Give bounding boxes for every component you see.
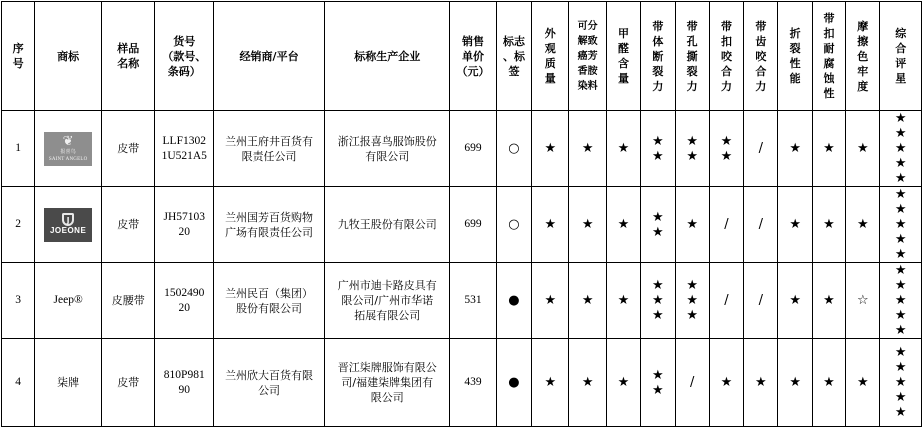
manufacturer-cell: 浙江报喜鸟服饰股份 有限公司 (325, 111, 450, 187)
fold-crack-rating: ★ (778, 339, 812, 427)
fold-crack-rating: ★ (778, 111, 812, 187)
teeth-bite-rating: / (744, 263, 778, 339)
header-appearance: 外 观 质 量 (532, 2, 569, 111)
overall-rating: ★ ★ ★ ★ ★ (880, 263, 922, 339)
seq-cell: 4 (2, 339, 35, 427)
item-no-cell: LLF1302 1U521A5 (155, 111, 214, 187)
price-cell: 439 (450, 339, 496, 427)
header-label: 标志 、标 签 (496, 2, 531, 111)
teeth-bite-rating: ★ (744, 339, 778, 427)
aromatic-amine-rating: ★ (569, 187, 606, 263)
header-overall: 综 合 评 星 (880, 2, 922, 111)
aromatic-amine-rating: ★ (569, 339, 606, 427)
formaldehyde-rating: ★ (606, 187, 640, 263)
overall-rating: ★ ★ ★ ★ ★ (880, 111, 922, 187)
joeone-logo: J JOEONE (44, 208, 92, 242)
saint-angelo-logo: ❦ 报喜鸟 SAINT ANGELO (44, 132, 92, 166)
appearance-rating: ★ (532, 339, 569, 427)
header-body-break: 带 体 断 裂 力 (641, 2, 675, 111)
body-break-rating: ★ ★ (641, 111, 675, 187)
sample-name-cell: 皮带 (101, 111, 155, 187)
manufacturer-cell: 广州市迪卡路皮具有 限公司/广州市华诺 拓展有限公司 (325, 263, 450, 339)
label-rating: ○ (496, 187, 531, 263)
bird-emblem-icon: ❦ (62, 133, 74, 149)
header-manufacturer: 标称生产企业 (325, 2, 450, 111)
buckle-corrosion-rating: ★ (812, 339, 845, 427)
buckle-corrosion-rating: ★ (812, 187, 845, 263)
fold-crack-rating: ★ (778, 187, 812, 263)
appearance-rating: ★ (532, 111, 569, 187)
seq-cell: 3 (2, 263, 35, 339)
dealer-cell: 兰州欣大百货有限 公司 (214, 339, 325, 427)
body-break-rating: ★ ★ (641, 187, 675, 263)
rub-fastness-rating: ★ (846, 111, 880, 187)
brand-cell: 柒牌 (35, 339, 102, 427)
header-aromatic-amine: 可分 解致 癌芳 香胺 染料 (569, 2, 606, 111)
body-break-rating: ★ ★ ★ (641, 263, 675, 339)
dealer-cell: 兰州国芳百货购物 广场有限责任公司 (214, 187, 325, 263)
formaldehyde-rating: ★ (606, 111, 640, 187)
quality-comparison-table (1, 1, 922, 427)
brand-cell (35, 111, 102, 187)
brand-cell: Jeep® (35, 263, 102, 339)
table-row (2, 339, 922, 427)
sample-name-cell: 皮腰带 (101, 263, 155, 339)
header-teeth-bite: 带 齿 咬 合 力 (744, 2, 778, 111)
teeth-bite-rating: / (744, 111, 778, 187)
label-rating: ● (496, 339, 531, 427)
price-cell: 699 (450, 111, 496, 187)
dealer-cell: 兰州王府井百货有 限责任公司 (214, 111, 325, 187)
aromatic-amine-rating: ★ (569, 263, 606, 339)
item-no-cell: JH57103 20 (155, 187, 214, 263)
header-rub-fastness: 摩 擦 色 牢 度 (846, 2, 880, 111)
header-seq: 序 号 (2, 2, 35, 111)
header-formaldehyde: 甲 醛 含 量 (606, 2, 640, 111)
table-row (2, 111, 922, 187)
label-rating: ● (496, 263, 531, 339)
header-row (2, 2, 922, 111)
aromatic-amine-rating: ★ (569, 111, 606, 187)
header-fold-crack: 折 裂 性 能 (778, 2, 812, 111)
dealer-cell: 兰州民百（集团） 股份有限公司 (214, 263, 325, 339)
buckle-bite-rating: / (709, 263, 743, 339)
teeth-bite-rating: / (744, 187, 778, 263)
appearance-rating: ★ (532, 187, 569, 263)
manufacturer-cell: 晋江柒牌服饰有限公 司/福建柒牌集团有 限公司 (325, 339, 450, 427)
hole-tear-rating: / (675, 339, 709, 427)
formaldehyde-rating: ★ (606, 263, 640, 339)
price-cell: 531 (450, 263, 496, 339)
buckle-corrosion-rating: ★ (812, 111, 845, 187)
buckle-bite-rating: ★ ★ (709, 111, 743, 187)
brand-cell (35, 187, 102, 263)
hole-tear-rating: ★ ★ (675, 111, 709, 187)
header-buckle-bite: 带 扣 咬 合 力 (709, 2, 743, 111)
seq-cell: 1 (2, 111, 35, 187)
header-brand: 商标 (35, 2, 102, 111)
rub-fastness-rating: ★ (846, 339, 880, 427)
header-hole-tear: 带 孔 撕 裂 力 (675, 2, 709, 111)
header-price: 销售 单价 （元） (450, 2, 496, 111)
fold-crack-rating: ★ (778, 263, 812, 339)
overall-rating: ★ ★ ★ ★ ★ (880, 339, 922, 427)
header-sample-name: 样品 名称 (101, 2, 155, 111)
buckle-corrosion-rating: ★ (812, 263, 845, 339)
hole-tear-rating: ★ (675, 187, 709, 263)
body-break-rating: ★ ★ (641, 339, 675, 427)
rub-fastness-rating: ☆ (846, 263, 880, 339)
formaldehyde-rating: ★ (606, 339, 640, 427)
overall-rating: ★ ★ ★ ★ ★ (880, 187, 922, 263)
header-item-no: 货号 （款号、 条码） (155, 2, 214, 111)
rub-fastness-rating: ★ (846, 187, 880, 263)
hole-tear-rating: ★ ★ ★ (675, 263, 709, 339)
header-buckle-corrosion: 带 扣 耐 腐 蚀 性 (812, 2, 845, 111)
price-cell: 699 (450, 187, 496, 263)
appearance-rating: ★ (532, 263, 569, 339)
table-row (2, 263, 922, 339)
label-rating: ○ (496, 111, 531, 187)
item-no-cell: 810P981 90 (155, 339, 214, 427)
item-no-cell: 1502490 20 (155, 263, 214, 339)
seq-cell: 2 (2, 187, 35, 263)
buckle-bite-rating: / (709, 187, 743, 263)
buckle-bite-rating: ★ (709, 339, 743, 427)
manufacturer-cell: 九牧王股份有限公司 (325, 187, 450, 263)
table-row (2, 187, 922, 263)
header-dealer: 经销商/平台 (214, 2, 325, 111)
shield-emblem-icon: J (62, 213, 74, 226)
sample-name-cell: 皮带 (101, 339, 155, 427)
sample-name-cell: 皮带 (101, 187, 155, 263)
